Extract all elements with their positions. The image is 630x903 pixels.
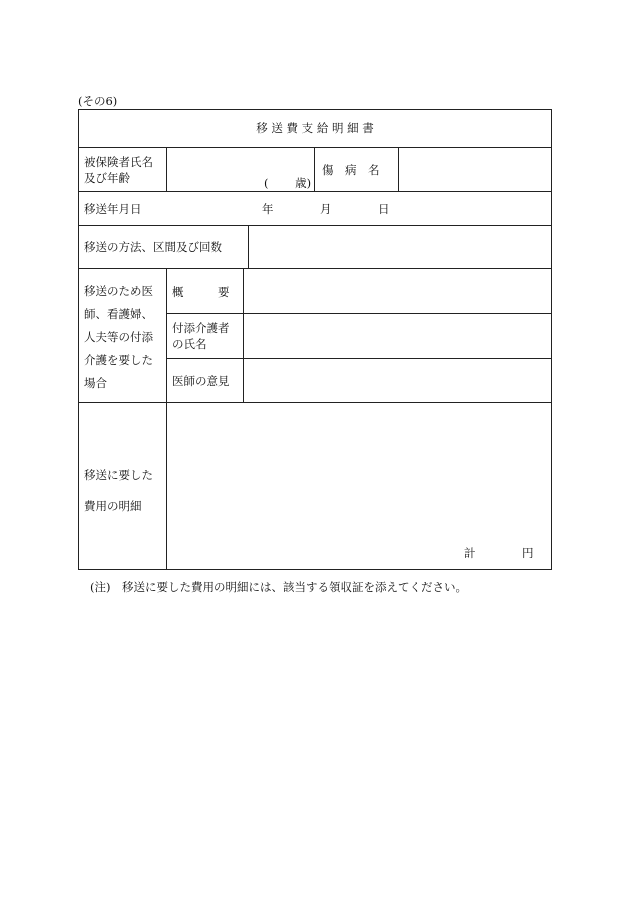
summary-label: 概 要: [172, 285, 230, 299]
age-label: ( 歳): [264, 176, 312, 190]
doctor-opinion-field[interactable]: [245, 360, 550, 400]
col-divider-insured: [166, 147, 167, 191]
cost-detail-label: 移送に要した 費用の明細: [84, 468, 153, 513]
total-label: 計: [464, 546, 476, 560]
row-divider-method: [78, 268, 552, 269]
insured-name-age-label: 被保険者氏名 及び年齢: [84, 155, 153, 185]
transfer-method-label: 移送の方法、区間及び回数: [84, 240, 222, 254]
col-divider-method: [248, 225, 249, 268]
disease-name-label: 傷 病 名: [322, 163, 380, 177]
col-divider-disease-left: [314, 147, 315, 191]
row-divider-summary: [166, 313, 552, 314]
row-divider-date: [78, 225, 552, 226]
row-divider-insured: [78, 191, 552, 192]
date-month-label: 月: [320, 202, 332, 216]
row-divider-attendant: [166, 358, 552, 359]
doctor-opinion-label: 医師の意見: [172, 374, 230, 388]
form-note: (注) 移送に要した費用の明細には、該当する領収証を添えてください。: [90, 580, 467, 594]
date-day-label: 日: [378, 202, 390, 216]
row-divider-attendant-section: [78, 402, 552, 403]
attendant-name-label: 付添介護者 の氏名: [172, 321, 230, 351]
col-divider-lower: [166, 268, 167, 570]
col-divider-attendant: [243, 268, 244, 402]
disease-name-field[interactable]: [400, 149, 550, 189]
yen-label: 円: [522, 546, 534, 560]
date-year-label: 年: [262, 202, 274, 216]
col-divider-disease-right: [398, 147, 399, 191]
row-divider-title: [78, 147, 552, 148]
transfer-date-label: 移送年月日: [84, 202, 142, 216]
transfer-method-field[interactable]: [250, 227, 550, 266]
attendant-section-label: 移送のため医 師、看護婦、 人夫等の付添 介護を要した 場合: [84, 284, 153, 390]
summary-field[interactable]: [245, 270, 550, 311]
form-number: (その6): [78, 94, 118, 108]
form-title: 移 送 費 支 給 明 細 書: [256, 121, 374, 135]
cost-detail-field[interactable]: [168, 404, 550, 534]
attendant-name-field[interactable]: [245, 315, 550, 356]
